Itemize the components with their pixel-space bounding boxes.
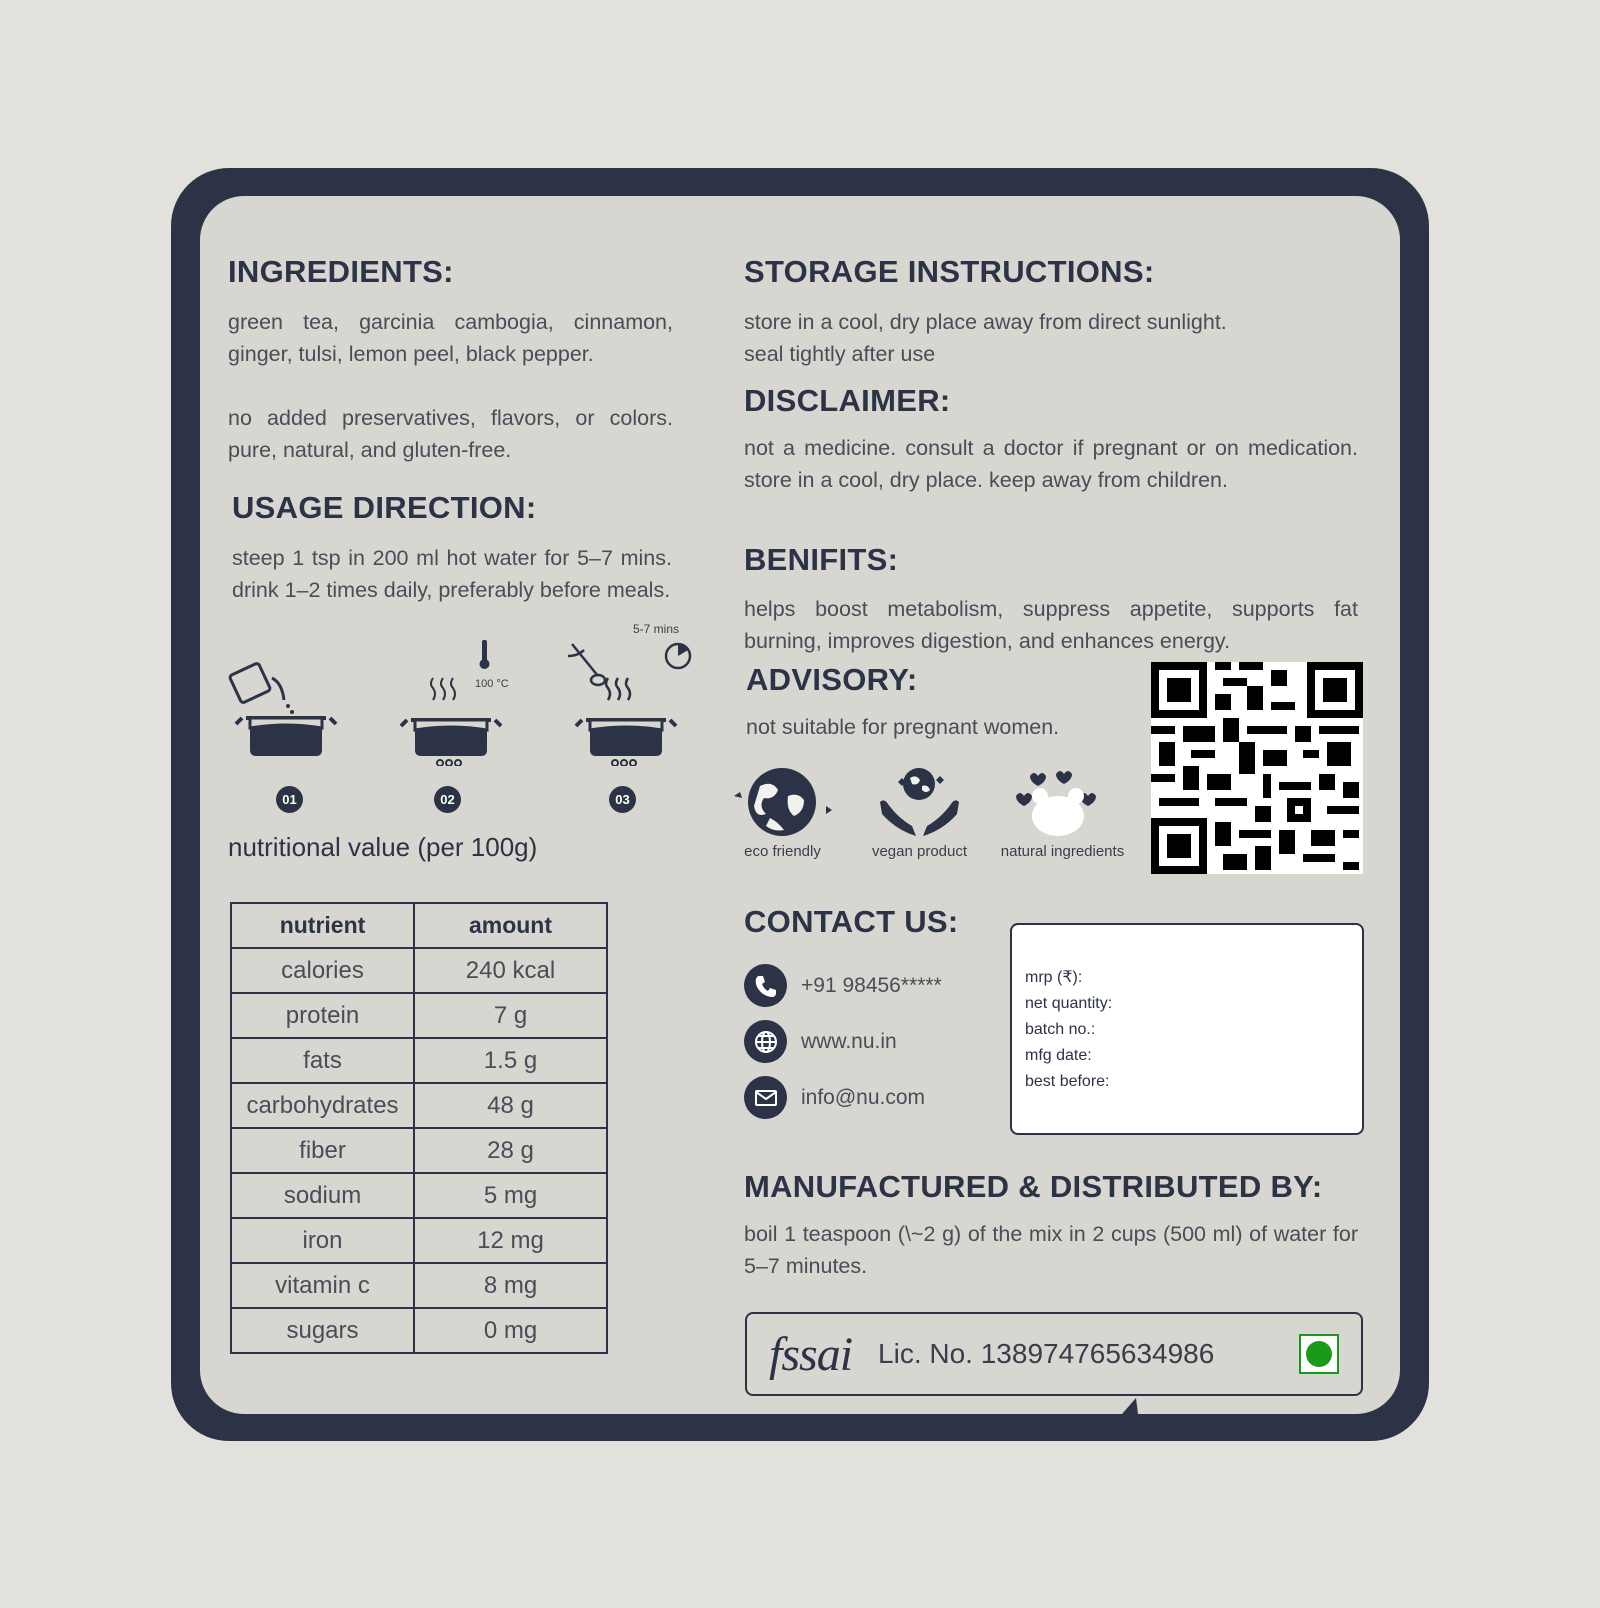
step-number: 03 [609, 786, 636, 813]
hands-globe-icon [862, 766, 977, 838]
ingredients-list: green tea, garcinia cambogia, cinnamon, ginger, tulsi, lemon peel, black pepper. [228, 310, 673, 366]
contact-website[interactable] [744, 1020, 897, 1063]
website-link: www.nu.in [801, 1029, 897, 1053]
table-row [231, 1083, 607, 1128]
benefits-heading: BENIFITS: [744, 542, 899, 577]
email-link: info@nu.com [801, 1085, 926, 1109]
advisory-heading: ADVISORY: [746, 662, 918, 697]
disclaimer-heading: DISCLAIMER: [744, 383, 951, 418]
usage-heading: USAGE DIRECTION: [232, 490, 537, 525]
table-header-row [231, 903, 607, 948]
batch-info-box [1010, 923, 1364, 1135]
label-panel [200, 196, 1400, 1414]
storage-line-1: store in a cool, dry place away from direct sunlight. [744, 310, 1227, 334]
best-before-label: best before: [1025, 1073, 1110, 1090]
nutrient-cell: sodium [231, 1173, 414, 1218]
ingredients-note: no added preservatives, flavors, or colors. pure, natural, and gluten-free. [228, 406, 673, 462]
table-row [231, 1038, 607, 1083]
benefits-text: helps boost metabolism, suppress appetite, supports fat burning, improves digestion, and enhances energy. [744, 597, 1358, 653]
manufacturer-text: boil 1 teaspoon (\~2 g) of the mix in 2 cups (500 ml) of water for 5–7 minutes. [744, 1222, 1358, 1278]
phone-number: +91 98456***** [801, 973, 942, 997]
net-quantity-label: net quantity: [1025, 995, 1113, 1012]
nutrient-cell: fiber [231, 1128, 414, 1173]
advisory-text: not suitable for pregnant women. [746, 715, 1060, 739]
phone-icon [744, 964, 787, 1007]
batch-label: batch no.: [1025, 1021, 1096, 1038]
contact-email[interactable] [744, 1076, 925, 1119]
mrp-label: mrp (₹): [1025, 969, 1083, 986]
license-number: Lic. No. 138974765634986 [878, 1338, 1215, 1369]
amount-cell: 5 mg [414, 1173, 607, 1218]
mfg-date-label: mfg date: [1025, 1047, 1092, 1064]
storage-heading: STORAGE INSTRUCTIONS: [744, 254, 1155, 289]
step-number: 01 [276, 786, 303, 813]
usage-text: steep 1 tsp in 200 ml hot water for 5–7 mins. drink 1–2 times daily, preferably before meals. [232, 546, 672, 602]
nutrition-table [230, 902, 608, 1354]
tab-mark-icon [1118, 1396, 1148, 1414]
amount-cell: 48 g [414, 1083, 607, 1128]
table-row [231, 1218, 607, 1263]
nutrient-cell: iron [231, 1218, 414, 1263]
contact-phone[interactable] [744, 964, 942, 1007]
amount-cell: 7 g [414, 993, 607, 1038]
ingredients-heading: INGREDIENTS: [228, 254, 454, 289]
veg-mark-icon [1299, 1334, 1339, 1374]
steep-tea-icon [568, 636, 693, 766]
nutrient-cell: sugars [231, 1308, 414, 1353]
amount-cell: 1.5 g [414, 1038, 607, 1083]
table-row [231, 948, 607, 993]
step-number: 02 [434, 786, 461, 813]
nutrition-title: nutritional value (per 100g) [228, 832, 538, 862]
badge-label: vegan product [871, 843, 968, 860]
nutrient-cell: carbohydrates [231, 1083, 414, 1128]
nutrient-cell: vitamin c [231, 1263, 414, 1308]
storage-line-2: seal tightly after use [744, 342, 936, 366]
badge-vegan-product [862, 766, 977, 860]
table-row [231, 1263, 607, 1308]
column-header: nutrient [231, 903, 414, 948]
nutrient-cell: protein [231, 993, 414, 1038]
fssai-logo: fssai [769, 1327, 853, 1381]
nutrient-cell: fats [231, 1038, 414, 1083]
nutrient-cell: calories [231, 948, 414, 993]
table-row [231, 993, 607, 1038]
badge-natural-ingredients [1000, 766, 1125, 860]
table-row [231, 1308, 607, 1353]
contact-heading: CONTACT US: [744, 904, 959, 939]
badge-label: eco friendly [744, 843, 821, 860]
amount-cell: 12 mg [414, 1218, 607, 1263]
column-header: amount [414, 903, 607, 948]
globe-icon [730, 766, 835, 838]
pour-water-icon [228, 656, 343, 756]
amount-cell: 28 g [414, 1128, 607, 1173]
mail-icon [744, 1076, 787, 1119]
amount-cell: 8 mg [414, 1263, 607, 1308]
temperature-label: 100 °C [475, 678, 509, 690]
disclaimer-text: not a medicine. consult a doctor if pregnant or on medication. store in a cool, dry place. keep away from children. [744, 436, 1358, 492]
amount-cell: 0 mg [414, 1308, 607, 1353]
table-row [231, 1128, 607, 1173]
badge-eco-friendly [730, 766, 835, 860]
time-label: 5-7 mins [633, 622, 680, 636]
badge-label: natural ingredients [1000, 843, 1125, 860]
license-box [745, 1312, 1363, 1396]
paw-hearts-icon [1000, 766, 1125, 838]
qr-code[interactable] [1151, 662, 1363, 874]
manufacturer-heading: MANUFACTURED & DISTRIBUTED BY: [744, 1169, 1323, 1204]
boil-water-icon [393, 636, 513, 766]
amount-cell: 240 kcal [414, 948, 607, 993]
table-row [231, 1173, 607, 1218]
globe-web-icon [744, 1020, 787, 1063]
usage-steps [228, 622, 698, 826]
